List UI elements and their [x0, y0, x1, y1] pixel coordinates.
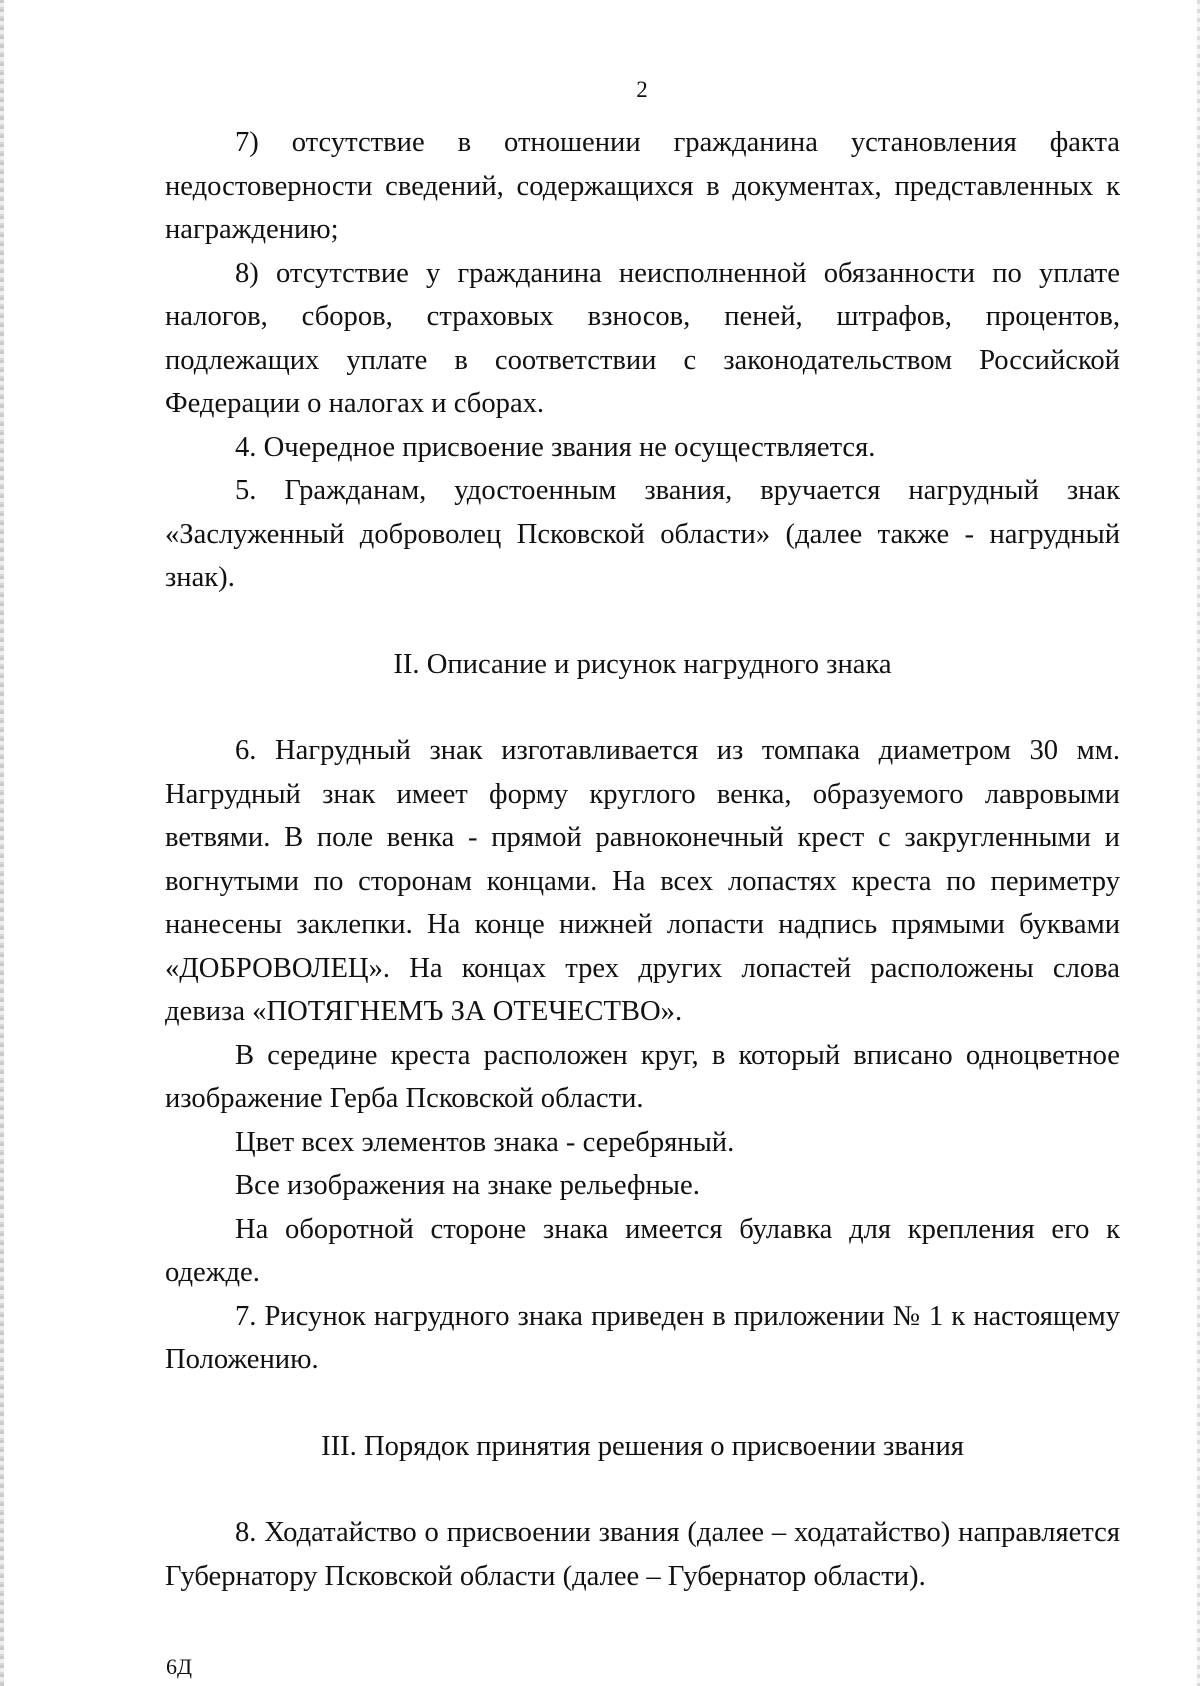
page-number: 2	[636, 77, 648, 102]
paragraph-clause-6: 6. Нагрудный знак изготавливается из томпака диаметром 30 мм. Нагрудный знак имеет форму круглого венка, образуемого лавровыми ветвями. В поле венка - прямой равноконечный крест с закругленными и вогнутыми по сторонам концами. На всех лопастях креста по периметру нанесены заклепки. На конце нижней лопасти надпись прямыми буквами «ДОБРОВОЛЕЦ». На концах трех других лопастей расположены слова девиза «ПОТЯГНЕМЪ ЗА ОТЕЧЕСТВО».	[165, 735, 1120, 1027]
paragraph-clause-4: 4. Очередное присвоение звания не осуществляется.	[235, 431, 876, 463]
document-body	[165, 121, 1120, 1598]
paragraph-clause-8: 8. Ходатайство о присвоении звания (далее – ходатайство) направляется Губернатору Псковской области (далее – Губернатор области).	[165, 1517, 1120, 1592]
paragraph-clause-7: 7. Рисунок нагрудного знака приведен в приложении № 1 к настоящему Положению.	[165, 1300, 1120, 1375]
paragraph-pin: На оборотной стороне знака имеется булавка для крепления его к одежде.	[165, 1213, 1120, 1288]
footer-code: 6Д	[166, 1654, 193, 1679]
paragraph-clause-5: 5. Гражданам, удостоенным звания, вручается нагрудный знак «Заслуженный доброволец Псковской области» (далее также - нагрудный знак).	[165, 475, 1120, 593]
paragraph-item-7: 7) отсутствие в отношении гражданина установления факта недостоверности сведений, содержащихся в документах, представленных к награждению;	[165, 127, 1120, 245]
paragraph-cross-center: В середине креста расположен круг, в который вписано одноцветное изображение Герба Псковской области.	[165, 1039, 1120, 1114]
section-heading-3: III. Порядок принятия решения о присвоении звания	[321, 1430, 964, 1462]
section-heading-2: II. Описание и рисунок нагрудного знака	[393, 648, 892, 680]
paragraph-item-8: 8) отсутствие у гражданина неисполненной обязанности по уплате налогов, сборов, страховых взносов, пеней, штрафов, процентов, подлежащих уплате в соответствии с законодательством Российской Федерации о налогах и сборах.	[165, 257, 1120, 419]
paragraph-relief: Все изображения на знаке рельефные.	[235, 1170, 700, 1201]
scan-edge-left	[0, 0, 4, 1686]
paragraph-color: Цвет всех элементов знака - серебряный.	[235, 1126, 735, 1158]
